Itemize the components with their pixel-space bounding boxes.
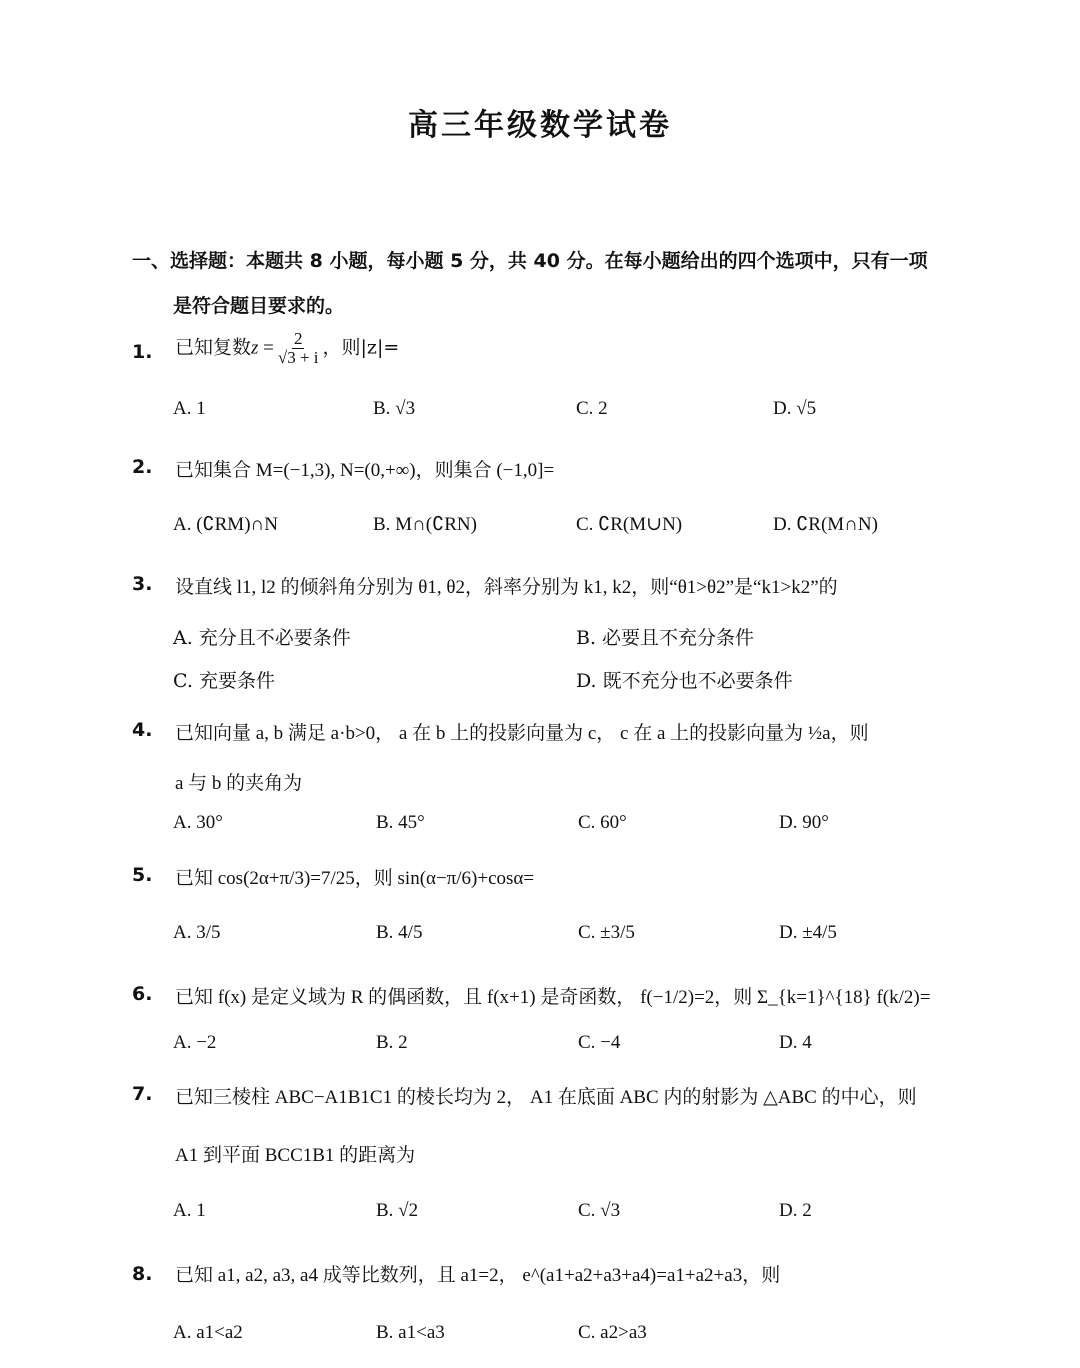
option-c: C. ±3/5 — [578, 922, 635, 943]
option-a: A. −2 — [173, 1032, 217, 1053]
question-number: 6. — [132, 983, 153, 1005]
option-d: D. 2 — [779, 1200, 812, 1221]
option-a: A. 充分且不必要条件 — [173, 627, 351, 649]
option-b: B. M∩(∁RN) — [373, 514, 477, 535]
option-a: A. 3/5 — [173, 922, 221, 943]
question-4-text: 已知向量 a, b 满足 a·b>0， a 在 b 上的投影向量为 c， c 在 a 上的投影向量为 ½a，则 — [175, 723, 869, 744]
option-b: B. √3 — [373, 398, 416, 419]
question-8-text: 已知 a1, a2, a3, a4 成等比数列，且 a1=2， e^(a1+a2+a3+a4)=a1+a2+a3，则 — [175, 1265, 781, 1286]
question-number: 1. — [132, 341, 153, 363]
option-a: A. 1 — [173, 398, 206, 419]
option-b: B. 必要且不充分条件 — [576, 627, 755, 649]
question-7-text: 已知三棱柱 ABC−A1B1C1 的棱长均为 2， A1 在底面 ABC 内的射影为 △ABC 的中心，则 — [175, 1087, 917, 1108]
section-heading-cont: 是符合题目要求的。 — [173, 295, 345, 317]
question-7-text-cont: A1 到平面 BCC1B1 的距离为 — [175, 1145, 416, 1166]
option-d: D. 既不充分也不必要条件 — [576, 670, 793, 692]
question-number: 7. — [132, 1083, 153, 1105]
question-2-text: 已知集合 M=(−1,3), N=(0,+∞)，则集合 (−1,0]= — [175, 460, 555, 481]
option-c: C. ∁R(M∪N) — [576, 514, 683, 535]
question-number: 3. — [132, 573, 153, 595]
option-b: B. a1<a3 — [376, 1322, 445, 1343]
option-c: C. a2>a3 — [578, 1322, 647, 1343]
option-c: C. √3 — [578, 1200, 621, 1221]
option-c: C. 充要条件 — [173, 670, 275, 692]
option-b: B. 2 — [376, 1032, 408, 1053]
question-6-text: 已知 f(x) 是定义域为 R 的偶函数，且 f(x+1) 是奇函数， f(−1/2)=2，则 Σ_{k=1}^{18} f(k/2)= — [175, 987, 931, 1008]
question-4-text-cont: a 与 b 的夹角为 — [175, 773, 303, 794]
section-heading: 一、选择题：本题共 8 小题，每小题 5 分，共 40 分。在每小题给出的四个选项中，只有一项 — [132, 250, 928, 272]
option-a: A. 30° — [173, 812, 223, 833]
option-d: D. ∁R(M∩N) — [773, 514, 878, 535]
option-c: C. −4 — [578, 1032, 621, 1053]
option-a: A. a1<a2 — [173, 1322, 243, 1343]
question-5-text: 已知 cos(2α+π/3)=7/25，则 sin(α−π/6)+cosα= — [175, 868, 535, 889]
option-d: D. 4 — [779, 1032, 812, 1053]
option-c: C. 60° — [578, 812, 627, 833]
question-number: 4. — [132, 719, 153, 741]
question-1-suffix: ，则|z|= — [322, 336, 400, 359]
option-c: C. 2 — [576, 398, 608, 419]
question-number: 5. — [132, 864, 153, 886]
option-b: B. 4/5 — [376, 922, 423, 943]
question-number: 2. — [132, 456, 153, 478]
option-d: D. 90° — [779, 812, 829, 833]
question-1-text: 已知复数z = $\frac{2}{√3 + i}$ ，则|z|= — [175, 329, 400, 367]
option-d: D. √5 — [773, 398, 817, 419]
option-b: B. 45° — [376, 812, 425, 833]
question-1-prefix: 已知复数 — [175, 336, 252, 359]
option-a: A. (∁RM)∩N — [173, 514, 278, 535]
option-b: B. √2 — [376, 1200, 419, 1221]
question-3-text: 设直线 l1, l2 的倾斜角分别为 θ1, θ2，斜率分别为 k1, k2，则“θ1>θ2”是“k1>k2”的 — [175, 577, 838, 598]
question-number: 8. — [132, 1263, 153, 1285]
option-d: D. ±4/5 — [779, 922, 837, 943]
page-title: 高三年级数学试卷 — [408, 108, 672, 143]
option-a: A. 1 — [173, 1200, 206, 1221]
